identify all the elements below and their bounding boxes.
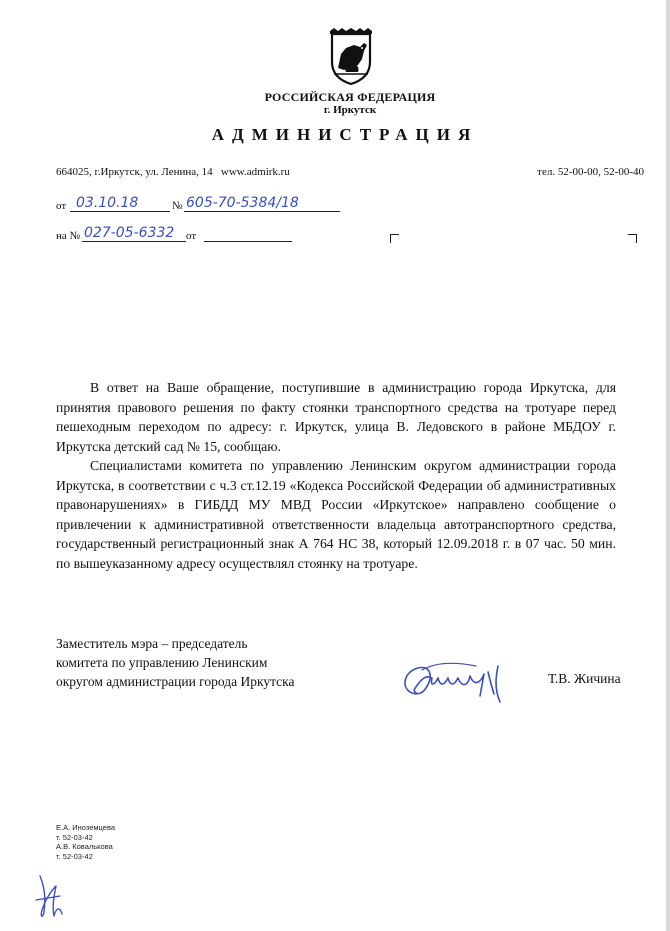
- recipient-corner-right: [628, 234, 637, 243]
- signatory-position: [56, 634, 295, 691]
- reference-number-label: на №: [56, 230, 81, 242]
- phone-line: тел. 52-00-00, 52-00-40: [537, 166, 644, 178]
- body-paragraph: В ответ на Ваше обращение, поступившие в администрацию города Иркутска, для принятия правового решения по факту стоянки транспортного средства на тротуаре перед пешеходным переходом по адресу: г. Иркутск, улица В. Ледовского в районе МБДОУ г. Иркутска детский сад № 15, сообщаю.: [56, 380, 616, 454]
- irkutsk-coat-of-arms-icon: [326, 28, 376, 86]
- organization-title: АДМИНИСТРАЦИЯ: [211, 125, 479, 144]
- executor-name: А.В. Ковалькова: [56, 842, 113, 852]
- reference-registration: [56, 226, 356, 244]
- reference-number-underline: [82, 241, 186, 242]
- date-underline: [70, 211, 170, 212]
- date-label: от: [56, 200, 67, 212]
- position-line: округом администрации города Иркутска: [56, 674, 295, 689]
- address-line: 664025, г.Иркутск, ул. Ленина, 14 www.admirk.ru: [56, 166, 290, 178]
- handwritten-date: 03.10.18: [76, 195, 139, 211]
- reference-date-label: от: [186, 230, 197, 242]
- executor-phone: т. 52-03-42: [56, 851, 93, 861]
- reference-date-underline: [204, 241, 292, 242]
- recipient-corner-left: [390, 234, 399, 243]
- handwritten-signature-icon: [396, 652, 506, 712]
- city-title: г. Иркутск: [323, 104, 377, 116]
- number-underline: [184, 211, 340, 212]
- position-line: комитета по управлению Ленинским: [56, 655, 268, 670]
- executor-name: Е.А. Иноземцева: [56, 823, 116, 832]
- position-line: Заместитель мэра – председатель: [56, 636, 248, 651]
- number-label: №: [172, 200, 183, 212]
- signatory-name: Т.В. Жичина: [548, 671, 621, 686]
- handwritten-reference-number: 027-05-6332: [84, 225, 175, 241]
- body-paragraph: Специалистами комитета по управлению Ленинским округом администрации города Иркутска, в соответствии с ч.3 ст.12.19 «Кодекса Российской Федерации об административных правонарушениях» в ГИБДД МУ МВД России «Иркутское» направлено сообщение о привлечении к административной ответственности владельца автотранспортного средства, государственный регистрационный знак А 764 НС 38, который 12.09.2018 г. в 07 час. 50 мин. по вышеуказанному адресу осуществлял стоянку на тротуаре.: [56, 458, 616, 571]
- executors-block: [56, 823, 115, 861]
- handwritten-number: 605-70-5384/18: [186, 195, 299, 211]
- executor-phone: т. 52-03-42: [56, 832, 93, 842]
- country-title: РОССИЙСКАЯ ФЕДЕРАЦИЯ: [264, 90, 436, 104]
- letter-body: [56, 378, 616, 573]
- handwritten-initials-icon: [34, 872, 66, 922]
- outgoing-registration: [56, 196, 356, 214]
